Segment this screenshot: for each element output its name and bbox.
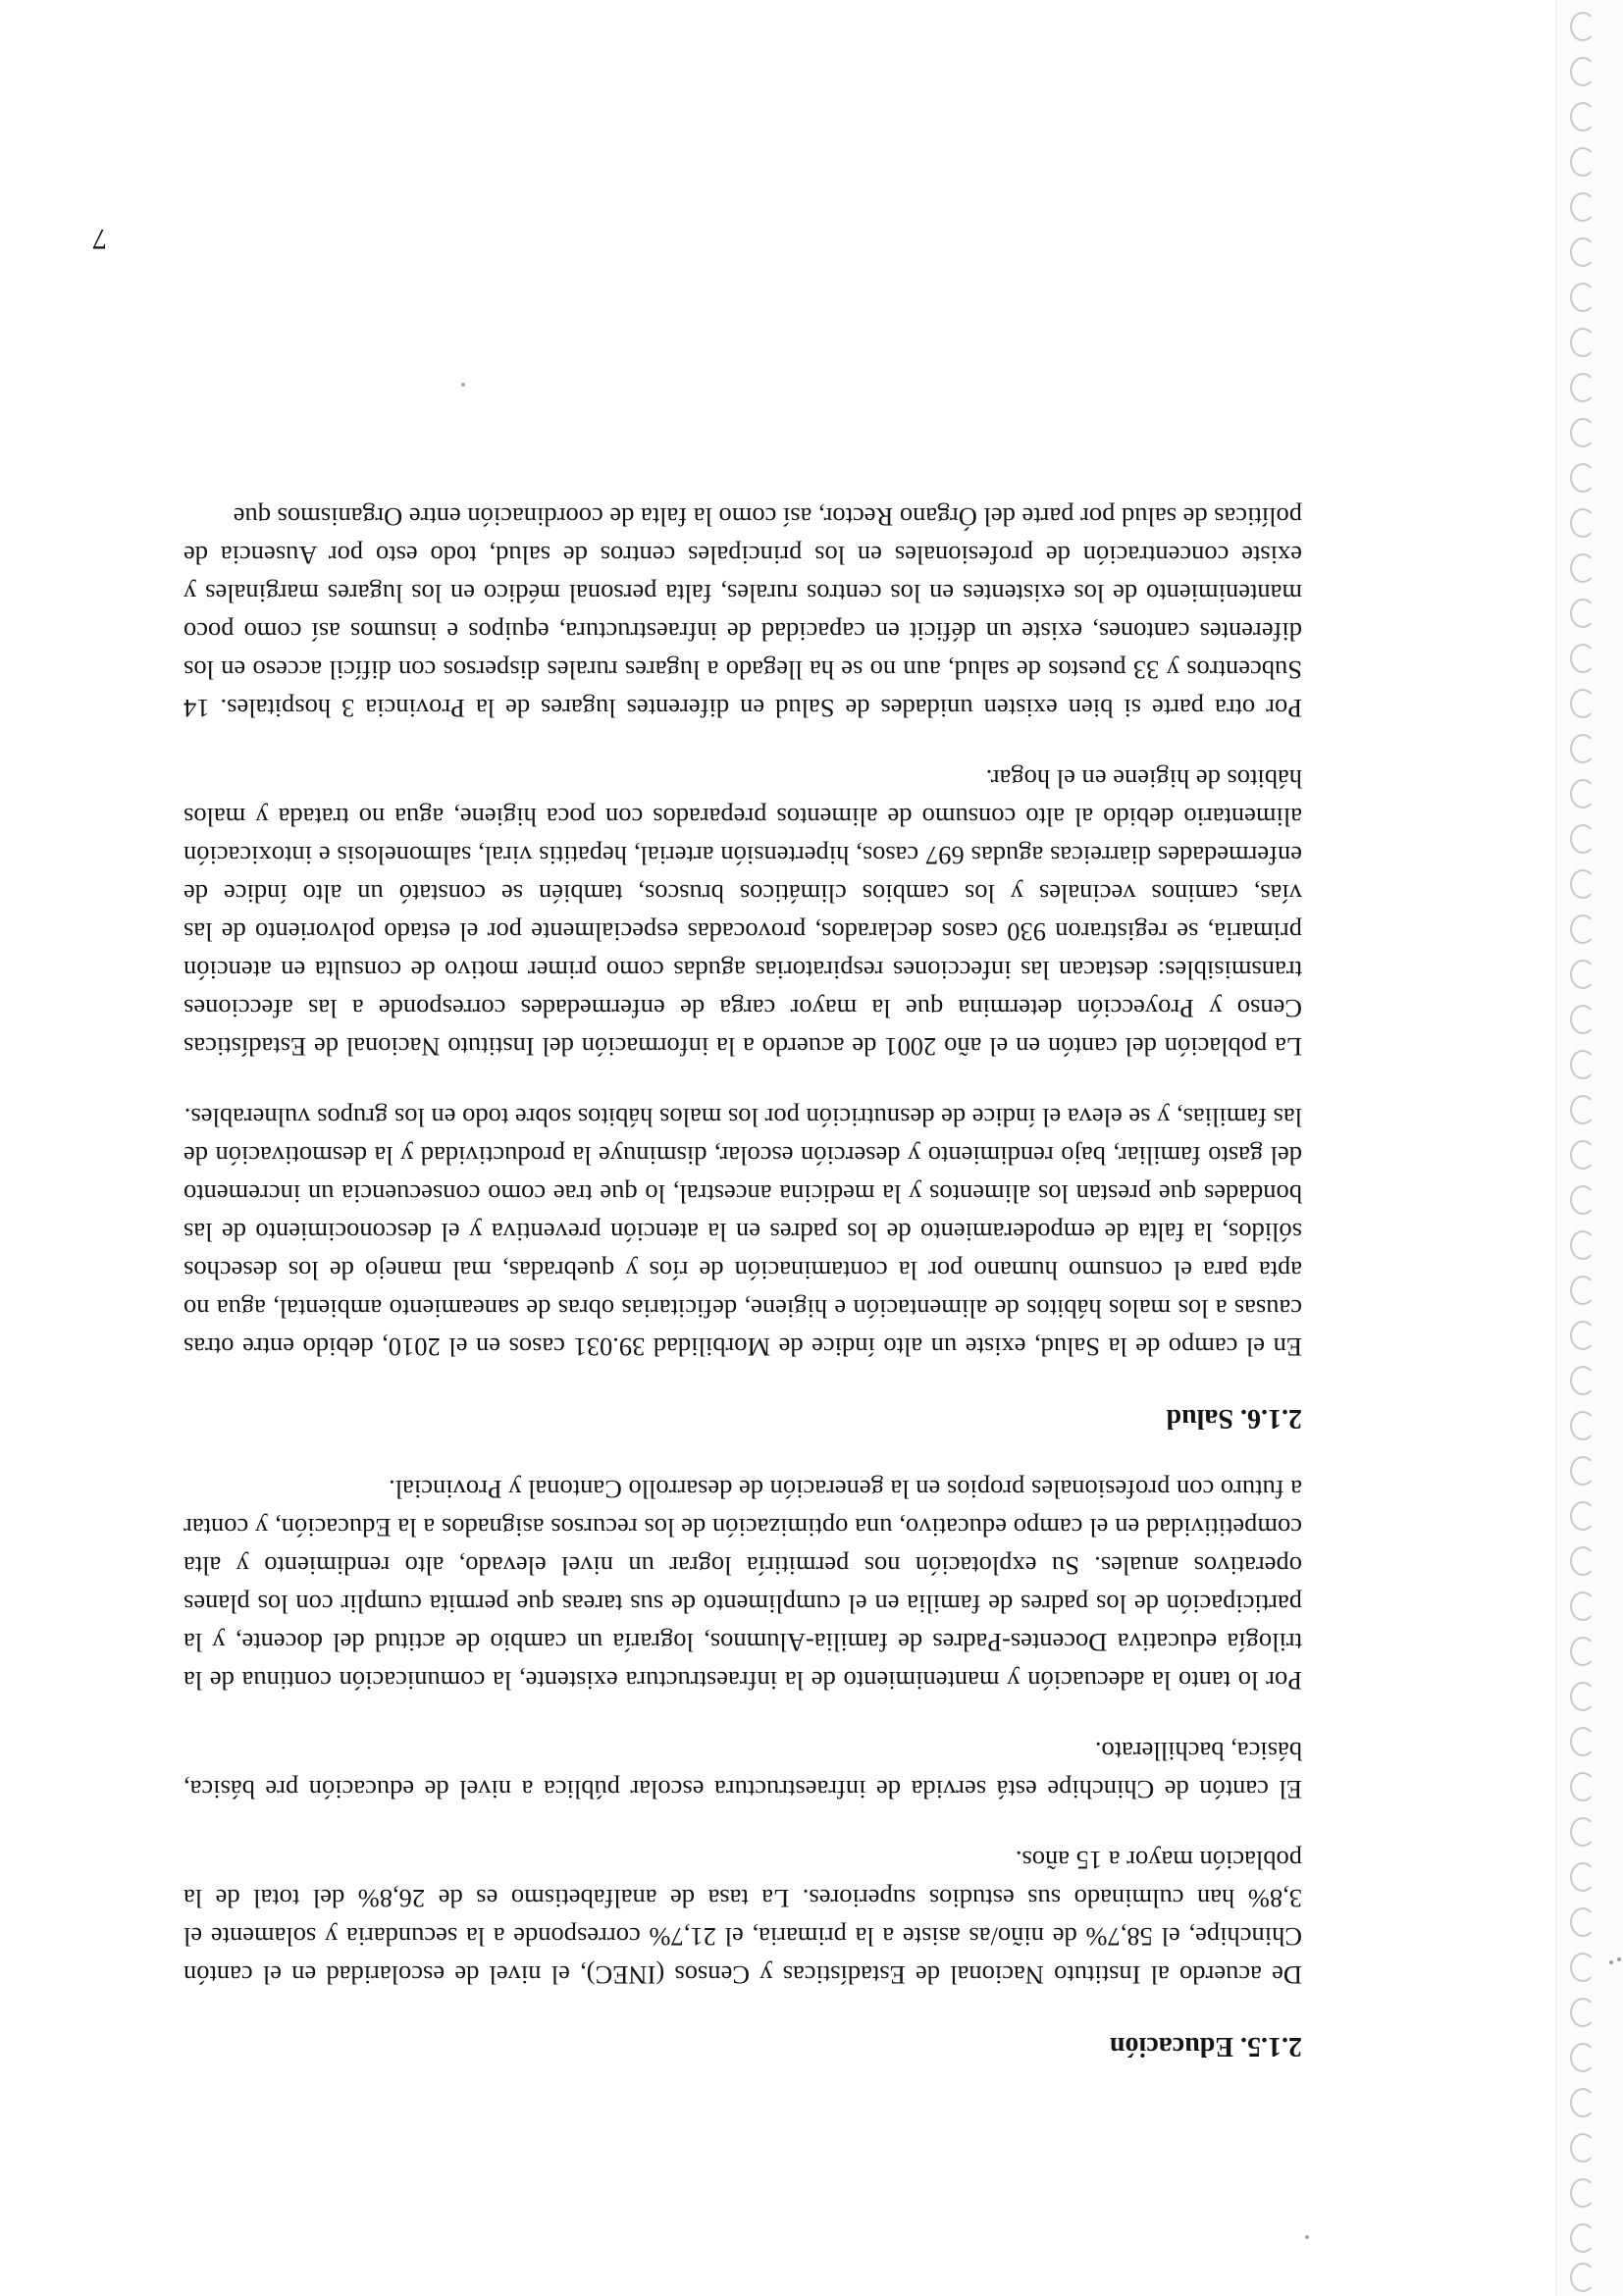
- document-body: [183, 465, 1302, 2065]
- page-number: 7: [92, 223, 107, 255]
- section-heading: 2.1.5. Educación: [1109, 2031, 1302, 2061]
- section-heading: 2.1.6. Salud: [1166, 1403, 1302, 1434]
- paragraph: Por lo tanto la adecuación y mantenimiento de la infraestructura existente, la comunicación continua de la trilogía educativa Docentes-Padres de familia-Alumnos, lograría un cambio de actitud del docente, y la participación de los padres de familia en el cumplimento de sus tareas que permita cumplir con los planes operativos anuales. Su explotación nos permitiría lograr un nivel elevado, alto rendimiento y alta competitividad en el campo educativo, una optimización de los recursos asignados a la Educación, y contar a futuro con profesionales propios en la generación de desarrollo Cantonal y Provincial.: [183, 1475, 1302, 1696]
- paragraph: El cantón de Chinchipe está servida de infraestructura escolar pública a nivel de educación pre básica, básica, bachillerato.: [183, 1737, 1302, 1804]
- paragraph: La población del cantón en el año 2001 de acuerdo a la información del Instituto Nacional de Estadísticas Censo y Proyección determina que la mayor carga de enfermedades corresponde a las afecciones transmisibles: destacan las infecciones respiratorias agudas como primer motivo de consulta en atención primaria, se registraron 930 casos declarados, provocadas especialmente por el estado polvoriento de las vías, caminos vecinales y los cambios climáticos bruscos, también se constató un alto índice de enfermedades diarreicas agudas 697 casos, hipertensión arterial, hepatitis viral, salmonelosis e intoxicación alimentario debido al alto consumo de alimentos preparados con poca higiene, agua no tratada y malos hábitos de higiene en el hogar.: [183, 764, 1302, 1062]
- paragraph: En el campo de la Salud, existe un alto índice de Morbilidad 39.031 casos en el 2010, debido entre otras causas a los malos hábitos de alimentación e higiene, deficitarias obras de saneamiento ambiental, agua no apta para el consumo humano por la contaminación de ríos y quebradas, mal manejo de los desechos sólidos, la falta de empoderamiento de los padres en la atención preventiva y el desconocimiento de las bondades que prestan los alimentos y la medicina ancestral, lo que trae como consecuencia un incremento del gasto familiar, bajo rendimiento y deserción escolar, disminuye la productividad y la desmotivación de las familias, y se eleva el índice de desnutrición por los malos hábitos sobre todo en los grupos vulnerables.: [183, 1103, 1302, 1362]
- section-salud: [183, 497, 1302, 1437]
- paragraph: De acuerdo al Instituto Nacional de Estadísticas y Censos (INEC), el nivel de escolaridad en el cantón Chinchipe, el 58,7% de niño/as asiste a la primaria, el 21,7% corresponde a la secundaria y solamente el 3,8% han culminado sus estudios superiores. La tasa de analfabetismo es de 26,8% del total de la población mayor a 15 años.: [183, 1846, 1302, 1990]
- paragraph: Por otra parte si bien existen unidades de Salud en diferentes lugares de la Provincia 3 hospitales. 14 Subcentros y 33 puestos de salud, aun no se ha llegado a lugares rurales dispersos con difícil acceso en los diferentes cantones, existe un déficit en capacidad de infraestructura, equipos e insumos así como poco mantenimiento de los existentes en los centros rurales, falta personal médico en los lugares marginales y existe concentración de profesionales en los principales centros de salud, todo esto por Ausencia de políticas de salud por parte del Órgano Rector, así como la falta de coordinación entre Organismos que: [183, 502, 1302, 723]
- section-educacion: [183, 1470, 1302, 2065]
